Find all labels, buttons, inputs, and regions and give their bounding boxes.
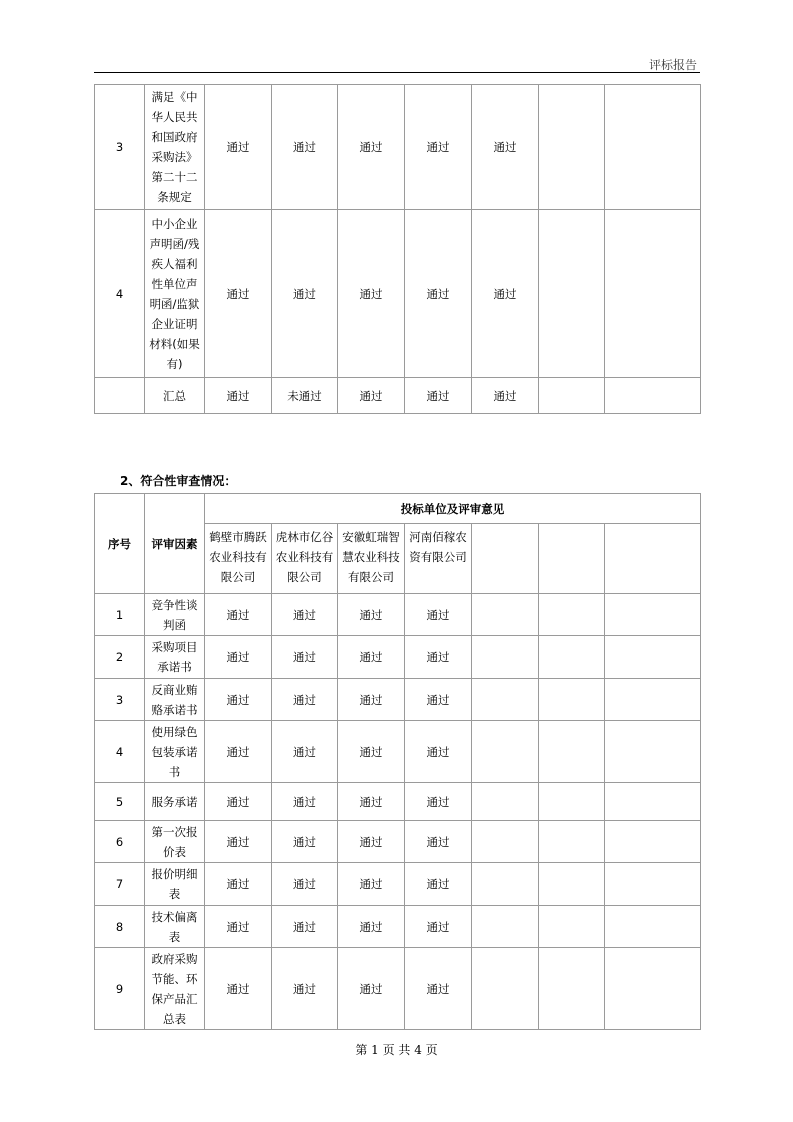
result-cell: 通过 xyxy=(405,783,472,821)
result-cell xyxy=(539,863,605,906)
result-cell: 通过 xyxy=(272,948,338,1030)
result-cell xyxy=(605,85,701,210)
table-row xyxy=(95,636,701,679)
row-number: 4 xyxy=(95,721,145,783)
result-cell: 通过 xyxy=(205,594,272,636)
result-cell: 通过 xyxy=(272,636,338,679)
result-cell xyxy=(605,948,701,1030)
result-cell: 通过 xyxy=(205,636,272,679)
result-cell: 通过 xyxy=(405,679,472,721)
result-cell: 通过 xyxy=(205,863,272,906)
bidder-name: 河南佰稼农资有限公司 xyxy=(405,524,472,594)
result-cell: 通过 xyxy=(405,721,472,783)
row-number: 3 xyxy=(95,679,145,721)
result-cell xyxy=(605,594,701,636)
result-cell: 通过 xyxy=(338,906,405,948)
compliance-review-table xyxy=(94,493,701,1030)
bidder-name xyxy=(539,524,605,594)
table-row xyxy=(95,721,701,783)
result-cell xyxy=(539,679,605,721)
result-cell: 通过 xyxy=(205,783,272,821)
result-cell: 通过 xyxy=(405,636,472,679)
bidder-name: 虎林市亿谷农业科技有限公司 xyxy=(272,524,338,594)
result-cell xyxy=(472,679,539,721)
review-factor: 反商业贿赂承诺书 xyxy=(145,679,205,721)
result-cell: 通过 xyxy=(472,85,539,210)
result-cell xyxy=(605,679,701,721)
result-cell: 通过 xyxy=(405,210,472,378)
result-cell xyxy=(472,863,539,906)
result-cell: 通过 xyxy=(205,679,272,721)
result-cell: 通过 xyxy=(405,821,472,863)
result-cell: 通过 xyxy=(338,721,405,783)
result-cell xyxy=(472,783,539,821)
review-factor: 汇总 xyxy=(145,378,205,414)
section-title-compliance-review: 2、符合性审查情况： xyxy=(120,474,237,488)
table-row xyxy=(95,679,701,721)
result-cell: 通过 xyxy=(338,863,405,906)
result-cell: 通过 xyxy=(405,948,472,1030)
review-factor: 使用绿色包装承诺书 xyxy=(145,721,205,783)
result-cell: 通过 xyxy=(338,378,405,414)
result-cell: 通过 xyxy=(205,210,272,378)
result-cell: 通过 xyxy=(338,594,405,636)
review-factor: 政府采购节能、环保产品汇总表 xyxy=(145,948,205,1030)
result-cell: 通过 xyxy=(205,948,272,1030)
result-cell xyxy=(605,210,701,378)
result-cell: 通过 xyxy=(272,821,338,863)
table-row xyxy=(95,783,701,821)
row-number: 1 xyxy=(95,594,145,636)
row-number: 9 xyxy=(95,948,145,1030)
review-factor: 中小企业声明函/残疾人福利性单位声明函/监狱企业证明材料(如果有) xyxy=(145,210,205,378)
row-number: 5 xyxy=(95,783,145,821)
header-divider xyxy=(94,72,700,73)
row-number: 4 xyxy=(95,210,145,378)
result-cell: 通过 xyxy=(338,210,405,378)
result-cell: 通过 xyxy=(405,594,472,636)
result-cell xyxy=(605,721,701,783)
result-cell xyxy=(605,378,701,414)
table-row xyxy=(95,210,701,378)
result-cell xyxy=(605,636,701,679)
review-factor: 采购项目承诺书 xyxy=(145,636,205,679)
result-cell xyxy=(539,783,605,821)
row-number xyxy=(95,378,145,414)
result-cell xyxy=(539,636,605,679)
result-cell: 通过 xyxy=(205,378,272,414)
result-cell: 通过 xyxy=(272,863,338,906)
table-row xyxy=(95,948,701,1030)
page-footer: 第 1 页 共 4 页 xyxy=(355,1043,438,1057)
header-no: 序号 xyxy=(95,494,145,594)
result-cell xyxy=(539,948,605,1030)
result-cell xyxy=(539,210,605,378)
table-row xyxy=(95,85,701,210)
row-number: 6 xyxy=(95,821,145,863)
row-number: 2 xyxy=(95,636,145,679)
result-cell: 通过 xyxy=(338,636,405,679)
row-number: 8 xyxy=(95,906,145,948)
result-cell: 通过 xyxy=(272,85,338,210)
result-cell: 通过 xyxy=(338,85,405,210)
result-cell: 通过 xyxy=(272,679,338,721)
table-row xyxy=(95,863,701,906)
header-bidder-group: 投标单位及评审意见 xyxy=(205,494,701,524)
result-cell: 通过 xyxy=(205,906,272,948)
bidder-name xyxy=(605,524,701,594)
result-cell: 通过 xyxy=(272,783,338,821)
result-cell: 通过 xyxy=(338,783,405,821)
result-cell: 通过 xyxy=(338,821,405,863)
result-cell xyxy=(472,948,539,1030)
result-cell: 通过 xyxy=(272,594,338,636)
result-cell xyxy=(539,721,605,783)
result-cell: 通过 xyxy=(205,721,272,783)
table-row xyxy=(95,378,701,414)
result-cell xyxy=(472,821,539,863)
result-cell xyxy=(605,821,701,863)
bidder-name: 安徽虹瑞智慧农业科技有限公司 xyxy=(338,524,405,594)
table-row xyxy=(95,821,701,863)
result-cell: 通过 xyxy=(472,210,539,378)
header-row xyxy=(95,494,701,524)
result-cell: 通过 xyxy=(338,679,405,721)
header-factor: 评审因素 xyxy=(145,494,205,594)
review-factor: 服务承诺 xyxy=(145,783,205,821)
result-cell xyxy=(472,636,539,679)
result-cell xyxy=(472,594,539,636)
result-cell: 未通过 xyxy=(272,378,338,414)
review-factor: 第一次报价表 xyxy=(145,821,205,863)
result-cell xyxy=(472,721,539,783)
result-cell: 通过 xyxy=(272,721,338,783)
result-cell: 通过 xyxy=(205,85,272,210)
result-cell: 通过 xyxy=(405,378,472,414)
row-number: 7 xyxy=(95,863,145,906)
result-cell xyxy=(539,378,605,414)
review-factor: 报价明细表 xyxy=(145,863,205,906)
report-header-title: 评标报告 xyxy=(648,58,697,72)
result-cell xyxy=(539,821,605,863)
result-cell: 通过 xyxy=(472,378,539,414)
result-cell: 通过 xyxy=(272,906,338,948)
result-cell xyxy=(605,863,701,906)
bidder-name: 鹤壁市腾跃农业科技有限公司 xyxy=(205,524,272,594)
table-row xyxy=(95,906,701,948)
bidder-name xyxy=(472,524,539,594)
result-cell: 通过 xyxy=(405,85,472,210)
result-cell: 通过 xyxy=(338,948,405,1030)
result-cell xyxy=(605,906,701,948)
review-table-continued xyxy=(94,84,701,414)
result-cell: 通过 xyxy=(272,210,338,378)
review-factor: 竞争性谈判函 xyxy=(145,594,205,636)
review-factor: 技术偏离表 xyxy=(145,906,205,948)
row-number: 3 xyxy=(95,85,145,210)
result-cell xyxy=(539,906,605,948)
result-cell: 通过 xyxy=(205,821,272,863)
result-cell xyxy=(472,906,539,948)
result-cell: 通过 xyxy=(405,863,472,906)
result-cell: 通过 xyxy=(405,906,472,948)
review-factor: 满足《中华人民共和国政府采购法》第二十二条规定 xyxy=(145,85,205,210)
result-cell xyxy=(605,783,701,821)
result-cell xyxy=(539,594,605,636)
table-row xyxy=(95,594,701,636)
result-cell xyxy=(539,85,605,210)
